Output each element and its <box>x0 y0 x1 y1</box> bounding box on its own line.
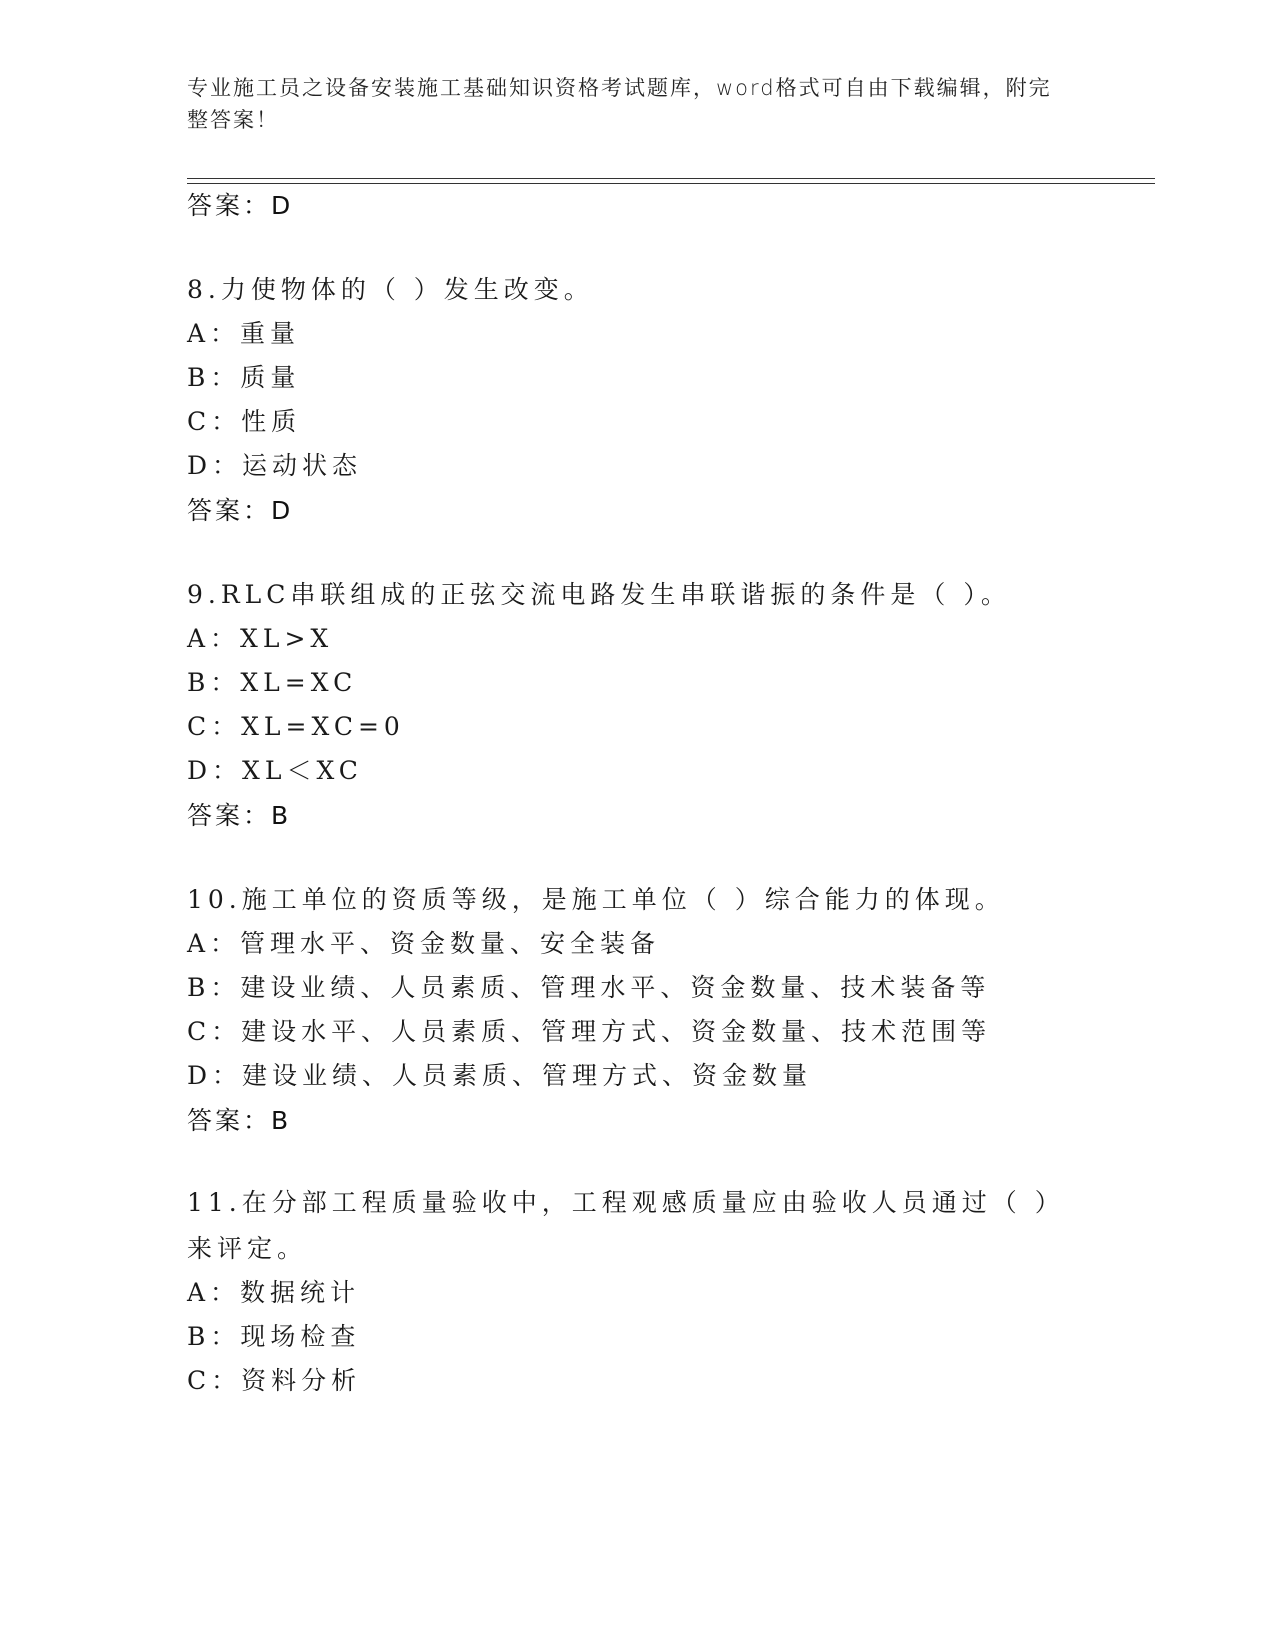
question-stem: 10.施工单位的资质等级，是施工单位（ ）综合能力的体现。 <box>187 885 1005 914</box>
question-option: D：运动状态 <box>187 451 363 480</box>
question-option: B：质量 <box>187 363 301 392</box>
question-option: D：XL＜XC <box>187 756 363 785</box>
question-option: C：性质 <box>187 407 302 436</box>
question-option: A：管理水平、资金数量、安全装备 <box>187 929 661 958</box>
header-divider-bottom <box>187 183 1155 184</box>
header-divider-top <box>187 178 1155 179</box>
question-stem: 8.力使物体的（ ）发生改变。 <box>187 275 594 304</box>
answer-line: 答案：B <box>187 801 292 830</box>
question-stem: 11.在分部工程质量验收中，工程观感质量应由验收人员通过（ ）来评定。 <box>187 1188 1065 1263</box>
question-option: A：数据统计 <box>187 1278 361 1307</box>
question-option: B：现场检查 <box>187 1322 361 1351</box>
question-option: D：建设业绩、人员素质、管理方式、资金数量 <box>187 1061 813 1090</box>
question-option: C：建设水平、人员素质、管理方式、资金数量、技术范围等 <box>187 1017 992 1046</box>
question-stem: 9.RLC串联组成的正弦交流电路发生串联谐振的条件是（ ）。 <box>187 580 1011 609</box>
answer-line: 答案：B <box>187 1106 292 1135</box>
question-option: B：建设业绩、人员素质、管理水平、资金数量、技术装备等 <box>187 973 991 1002</box>
question-option: A：XL>X <box>187 624 334 653</box>
question-option: C：XL=XC=0 <box>187 712 405 741</box>
page-header-text: 专业施工员之设备安装施工基础知识资格考试题库，word格式可自由下载编辑，附完整答案！ <box>187 76 1052 132</box>
question-option: B：XL=XC <box>187 668 358 697</box>
question-option: A：重量 <box>187 319 301 348</box>
question-option: C：资料分析 <box>187 1366 362 1395</box>
answer-line: 答案：D <box>187 191 294 220</box>
answer-line: 答案：D <box>187 496 294 525</box>
